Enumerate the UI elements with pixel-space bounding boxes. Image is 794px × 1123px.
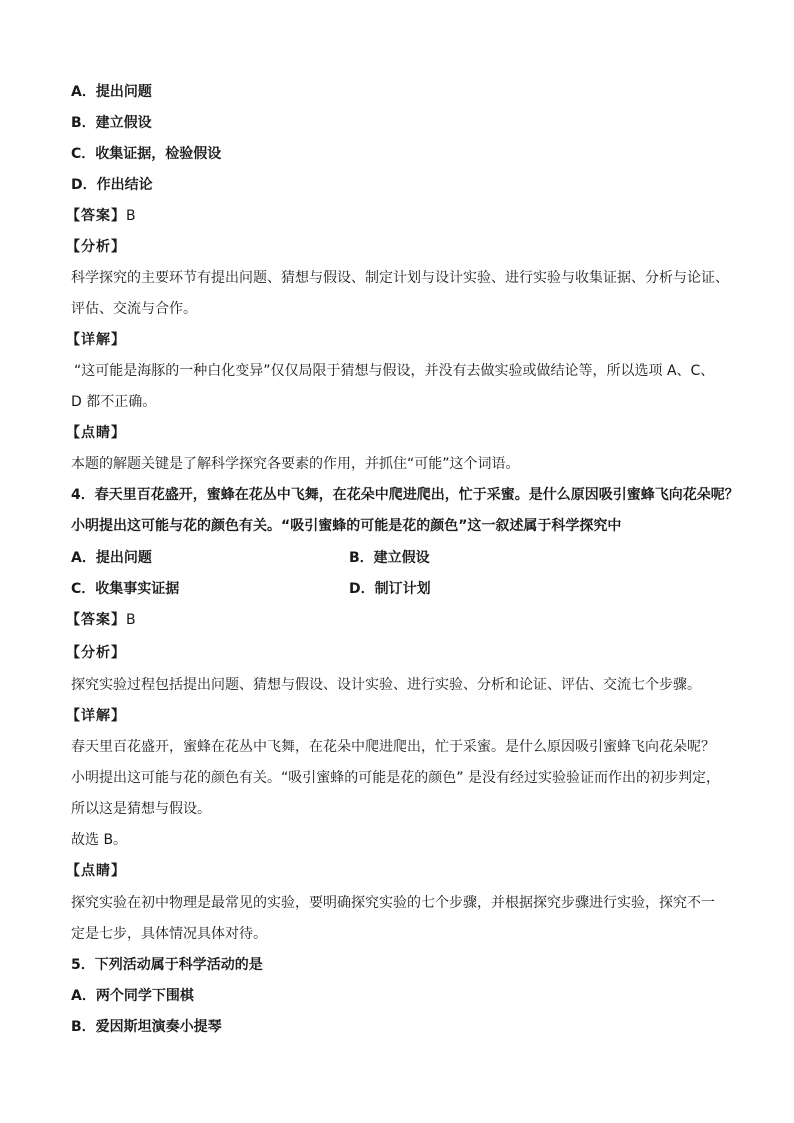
- q3-option-c: C．收集证据，检验假设: [71, 146, 222, 162]
- q4-detail-line-2: 小明提出这可能与花的颜色有关。“吸引蜜蜂的可能是花的颜色” 是没有经过实验验证而作出的初步判定，: [71, 770, 720, 786]
- q4-comment-label: 【点睛】: [66, 863, 126, 879]
- q3-detail-line-2: D 都不正确。: [71, 394, 157, 410]
- q3-option-a: A．提出问题: [71, 84, 152, 100]
- q5-question: 5．下列活动属于科学活动的是: [71, 957, 263, 973]
- q3-comment-label: 【点睛】: [66, 425, 126, 441]
- answer-value: B: [126, 208, 136, 224]
- q4-question-line-1: 4．春天里百花盛开，蜜蜂在花丛中飞舞，在花朵中爬进爬出，忙于采蜜。是什么原因吸引蜜蜂飞向花朵呢？: [71, 487, 739, 503]
- answer-label: 【答案】: [66, 208, 126, 224]
- q4-analysis-label: 【分析】: [66, 645, 126, 661]
- q4-question-line-2: 小明提出这可能与花的颜色有关。“吸引蜜蜂的可能是花的颜色”这一叙述属于科学探究中: [71, 518, 622, 534]
- q4-comment-line-2: 定是七步，具体情况具体对待。: [71, 926, 267, 942]
- q3-comment-line-1: 本题的解题关键是了解科学探究各要素的作用，并抓住“可能”这个词语。: [71, 456, 520, 472]
- q4-detail-line-1: 春天里百花盛开，蜜蜂在花丛中飞舞，在花朵中爬进爬出，忙于采蜜。是什么原因吸引蜜蜂飞向花朵呢？: [71, 739, 715, 755]
- q4-detail-label: 【详解】: [66, 708, 126, 724]
- q3-detail-line-1: “这可能是海豚的一种白化变异”仅仅局限于猜想与假设，并没有去做实验或做结论等，所以选项 A、C、: [74, 363, 715, 379]
- q4-detail-line-4: 故选 B。: [71, 832, 128, 848]
- q4-comment-line-1: 探究实验在初中物理是最常见的实验，要明确探究实验的七个步骤，并根据探究步骤进行实验，探究不一: [71, 895, 715, 911]
- q3-option-b: B．建立假设: [71, 115, 152, 131]
- q4-option-b: B．建立假设: [349, 550, 430, 566]
- q3-analysis-line-1: 科学探究的主要环节有提出问题、猜想与假设、制定计划与设计实验、进行实验与收集证据、分析与论证、: [71, 270, 729, 286]
- q3-detail-label: 【详解】: [66, 332, 126, 348]
- q4-option-a: A．提出问题: [71, 550, 152, 566]
- q3-option-d: D．作出结论: [71, 177, 153, 193]
- q4-option-c: C．收集事实证据: [71, 581, 180, 597]
- q4-detail-line-3: 所以这是猜想与假设。: [71, 801, 211, 817]
- q5-option-a: A．两个同学下围棋: [71, 988, 194, 1004]
- answer-label: 【答案】: [66, 612, 126, 628]
- q5-option-b: B．爱因斯坦演奏小提琴: [71, 1019, 222, 1035]
- q3-analysis-line-2: 评估、交流与合作。: [71, 301, 197, 317]
- q4-analysis-line-1: 探究实验过程包括提出问题、猜想与假设、设计实验、进行实验、分析和论证、评估、交流七个步骤。: [71, 677, 701, 693]
- q4-option-d: D．制订计划: [349, 581, 431, 597]
- q4-answer: [66, 610, 136, 630]
- q3-answer: [66, 206, 136, 226]
- q3-analysis-label: 【分析】: [66, 239, 126, 255]
- answer-value: B: [126, 612, 136, 628]
